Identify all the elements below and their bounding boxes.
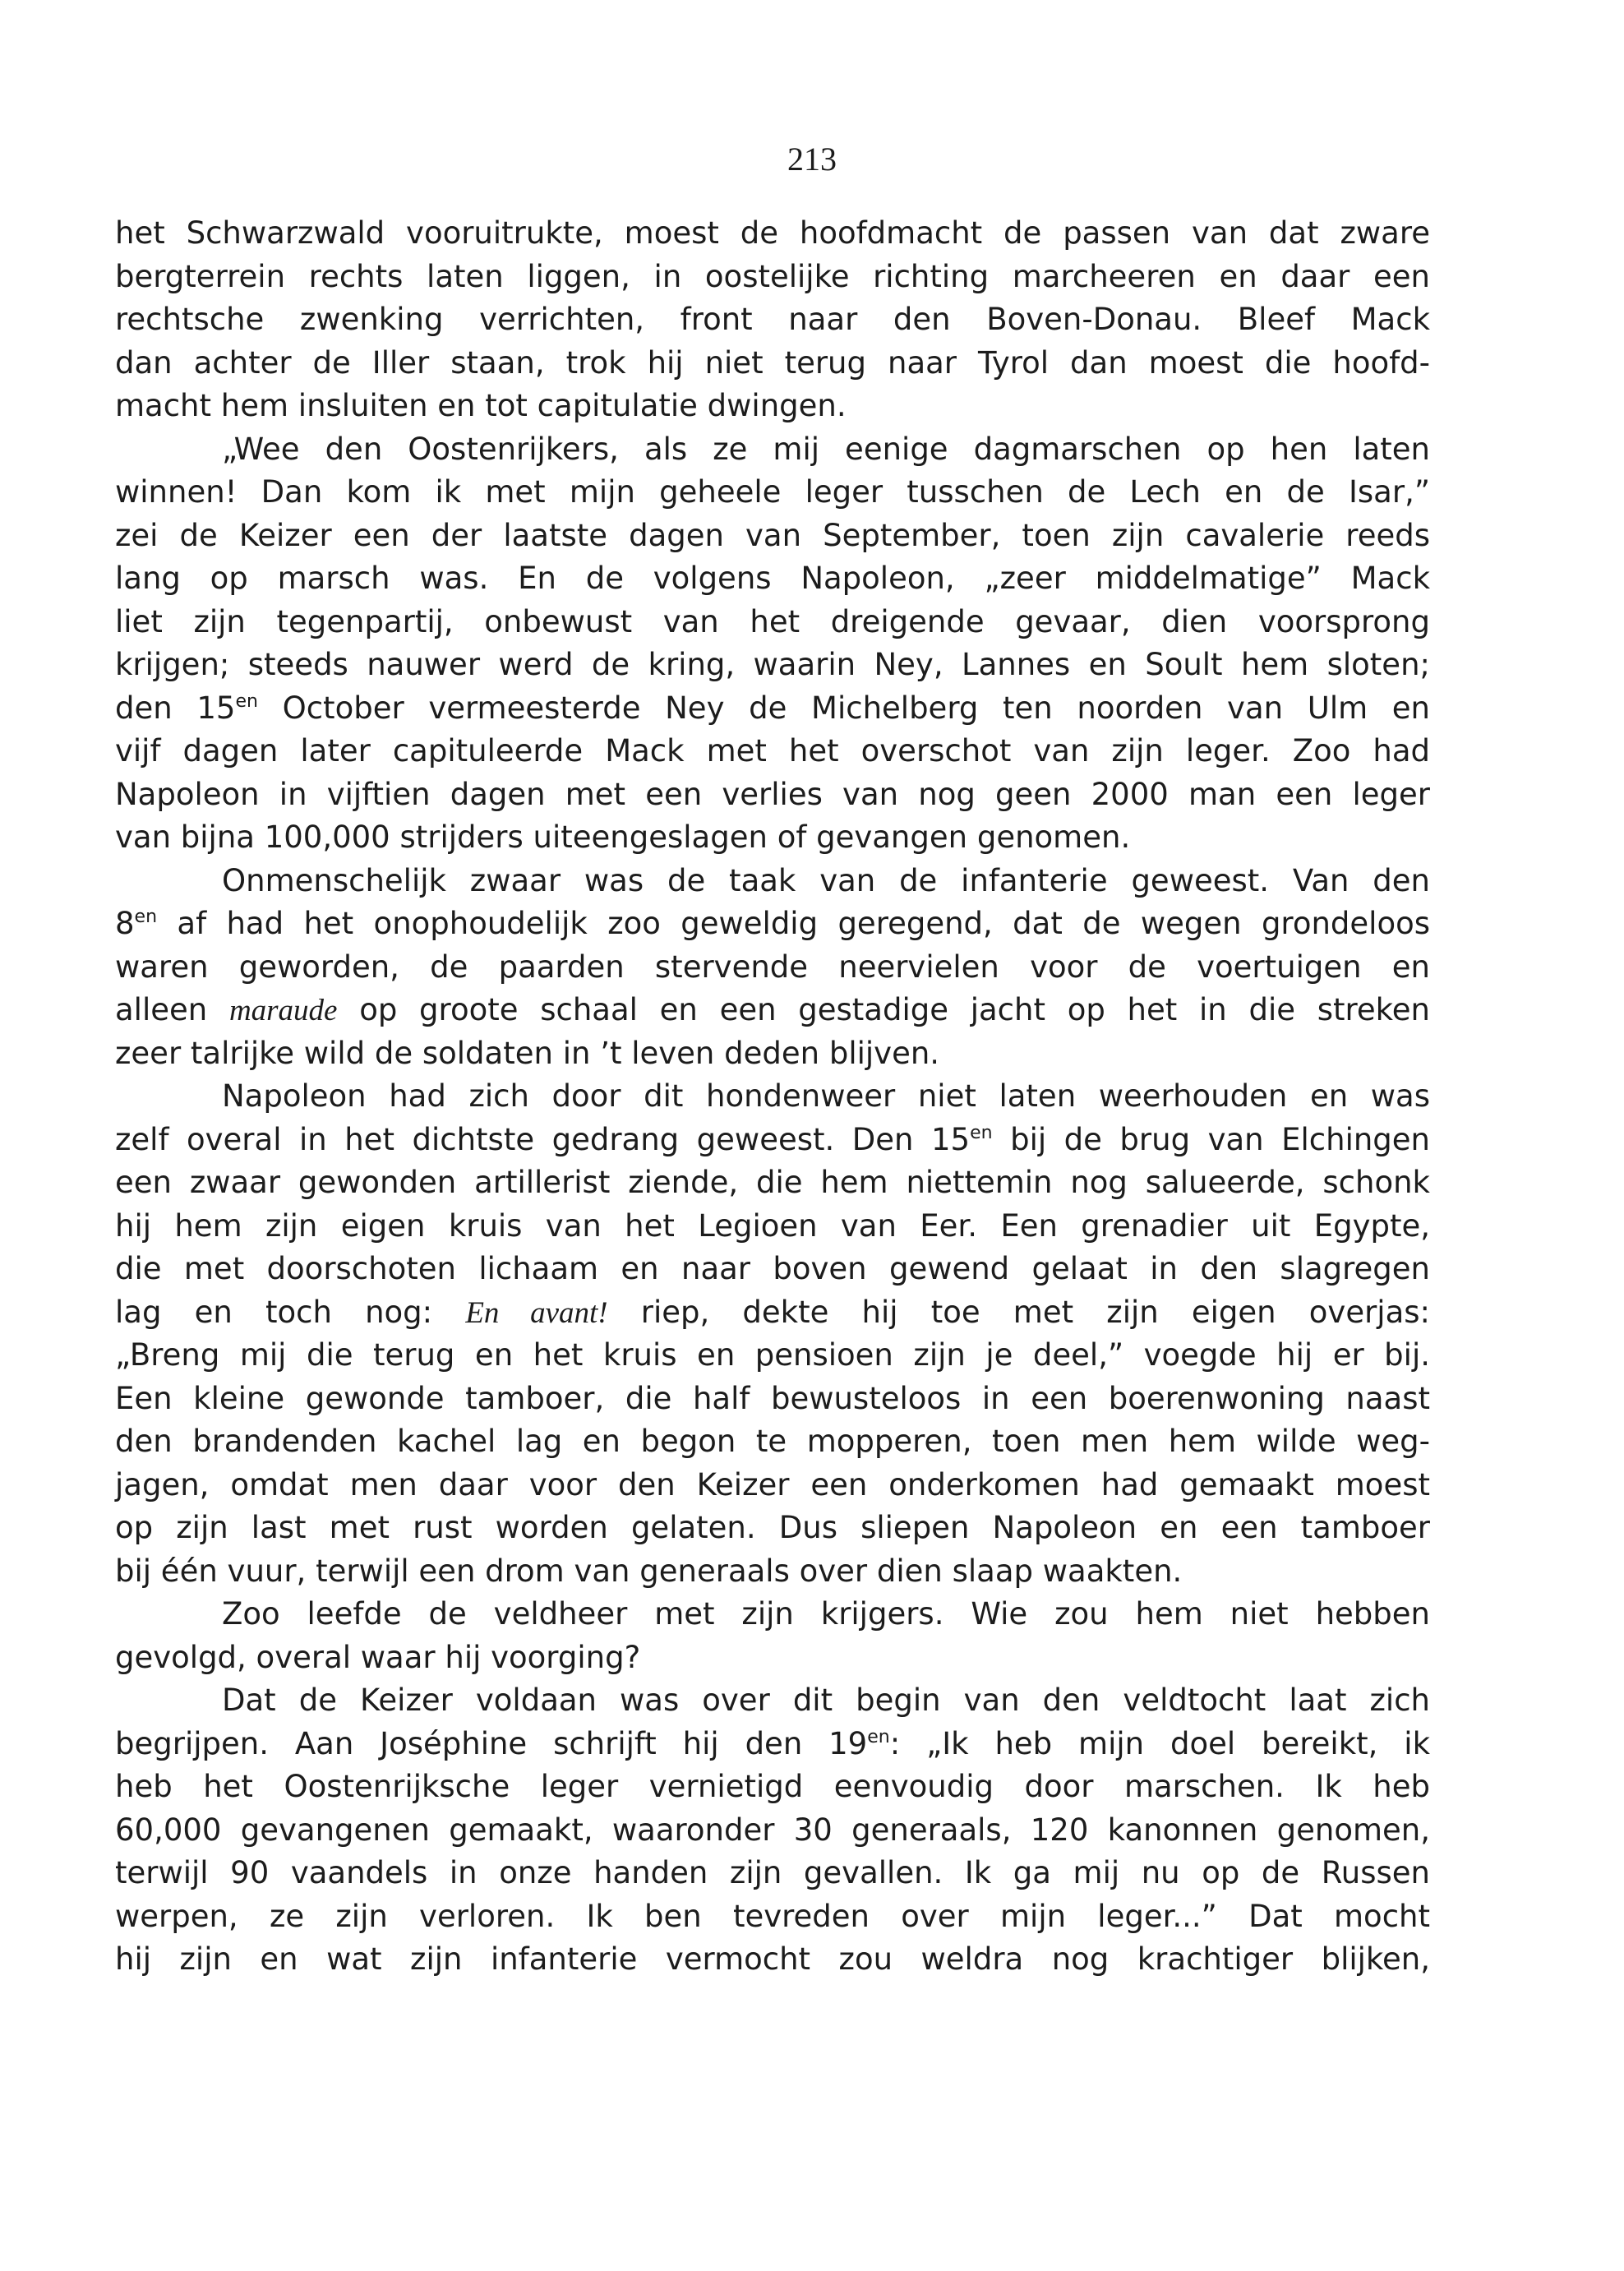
text-line: bergterrein rechts laten liggen, in oostelijke richting marcheeren en daar een [115, 258, 1430, 294]
text-line: Een kleine gewonde tamboer, die half bewusteloos in een boerenwoning naast [115, 1380, 1430, 1416]
body-text [115, 212, 1430, 1982]
text-line: werpen, ze zijn verloren. Ik ben tevreden over mijn leger...” Dat mocht [115, 1898, 1430, 1934]
text-line: liet zijn tegenpartij, onbewust van het dreigende gevaar, dien voorsprong [115, 603, 1430, 639]
text-line: Napoleon had zich door dit hondenweer niet laten weerhouden en was [222, 1078, 1430, 1114]
text-line: lag en toch nog: En avant! riep, dekte hij toe met zijn eigen overjas: [115, 1294, 1430, 1330]
text-line: „Wee den Oostenrijkers, als ze mij eenige dagmarschen op hen laten [222, 431, 1430, 467]
text-line: krijgen; steeds nauwer werd de kring, waarin Ney, Lannes en Soult hem sloten; [115, 647, 1430, 682]
text-line: die met doorschoten lichaam en naar boven gewend gelaat in den slagregen [115, 1251, 1430, 1286]
text-line: winnen! Dan kom ik met mijn geheele leger tusschen de Lech en de Isar,” [115, 474, 1430, 510]
text-line: alleen maraude op groote schaal en een gestadige jacht op het in die streken [115, 992, 1430, 1027]
text-line: bij één vuur, terwijl een drom van generaals over dien slaap waakten. [115, 1553, 1183, 1589]
text-line: terwijl 90 vaandels in onze handen zijn gevallen. Ik ga mij nu op de Russen [115, 1855, 1430, 1890]
text-line: van bijna 100,000 strijders uiteengeslagen of gevangen genomen. [115, 819, 1131, 855]
text-line: lang op marsch was. En de volgens Napoleon, „zeer middelmatige” Mack [115, 561, 1430, 596]
text-line: jagen, omdat men daar voor den Keizer een onderkomen had gemaakt moest [115, 1466, 1430, 1502]
text-line: Dat de Keizer voldaan was over dit begin van den veldtocht laat zich [222, 1682, 1430, 1718]
text-line: waren geworden, de paarden stervende neervielen voor de voertuigen en [115, 949, 1430, 985]
text-line: het Schwarzwald vooruitrukte, moest de hoofdmacht de passen van dat zware [115, 215, 1430, 251]
text-line: zeer talrijke wild de soldaten in ’t leven deden blijven. [115, 1035, 940, 1071]
italic-phrase: En avant! [465, 1295, 608, 1330]
text-line: macht hem insluiten en tot capitulatie dwingen. [115, 388, 847, 423]
italic-word: maraude [228, 994, 338, 1027]
text-line: op zijn last met rust worden gelaten. Dus sliepen Napoleon en een tamboer [115, 1510, 1430, 1545]
text-line: $8^{en}$ af had het onophoudelijk zoo geweldig geregend, dat de wegen grondeloos [115, 906, 1430, 941]
text-line: een zwaar gewonden artillerist ziende, die hem niettemin nog salueerde, schonk [115, 1165, 1430, 1200]
text-line: den brandenden kachel lag en begon te mopperen, toen men hem wilde weg- [115, 1424, 1430, 1459]
text-line: den $15^{en}$ October vermeesterde Ney de Michelberg ten noorden van Ulm en [115, 690, 1431, 726]
page-number: 213 [787, 141, 837, 178]
text-line: Onmenschelijk zwaar was de taak van de infanterie geweest. Van den [222, 862, 1430, 898]
text-line: hij zijn en wat zijn infanterie vermocht zou weldra nog krachtiger blijken, [115, 1941, 1430, 1977]
text-line: 60,000 gevangenen gemaakt, waaronder 30 generaals, 120 kanonnen genomen, [115, 1812, 1430, 1848]
text-line: Napoleon in vijftien dagen met een verlies van nog geen 2000 man een leger [115, 776, 1430, 812]
text-line: zelf overal in het dichtste gedrang geweest. Den $15^{en}$ bij de brug van Elchingen [115, 1121, 1430, 1157]
text-line: vijf dagen later capituleerde Mack met het overschot van zijn leger. Zoo had [115, 733, 1430, 769]
text-line: heb het Oostenrijksche leger vernietigd eenvoudig door marschen. Ik heb [115, 1769, 1430, 1804]
text-line: zei de Keizer een der laatste dagen van September, toen zijn cavalerie reeds [115, 517, 1430, 553]
text-line: „Breng mij die terug en het kruis en pensioen zijn je deel,” voegde hij er bij. [115, 1337, 1430, 1373]
text-line: gevolgd, overal waar hij voorging? [115, 1639, 641, 1675]
text-line: dan achter de Iller staan, trok hij niet terug naar Tyrol dan moest die hoofd- [115, 344, 1430, 381]
text-line: rechtsche zwenking verrichten, front naar den Boven-Donau. Bleef Mack [115, 302, 1430, 337]
text-line: hij hem zijn eigen kruis van het Legioen van Eer. Een grenadier uit Egypte, [115, 1207, 1430, 1244]
text-line: begrijpen. Aan Joséphine schrijft hij den $19^{en}$: „Ik heb mijn doel bereikt, ik [115, 1725, 1430, 1761]
text-line: Zoo leefde de veldheer met zijn krijgers. Wie zou hem niet hebben [222, 1596, 1430, 1632]
